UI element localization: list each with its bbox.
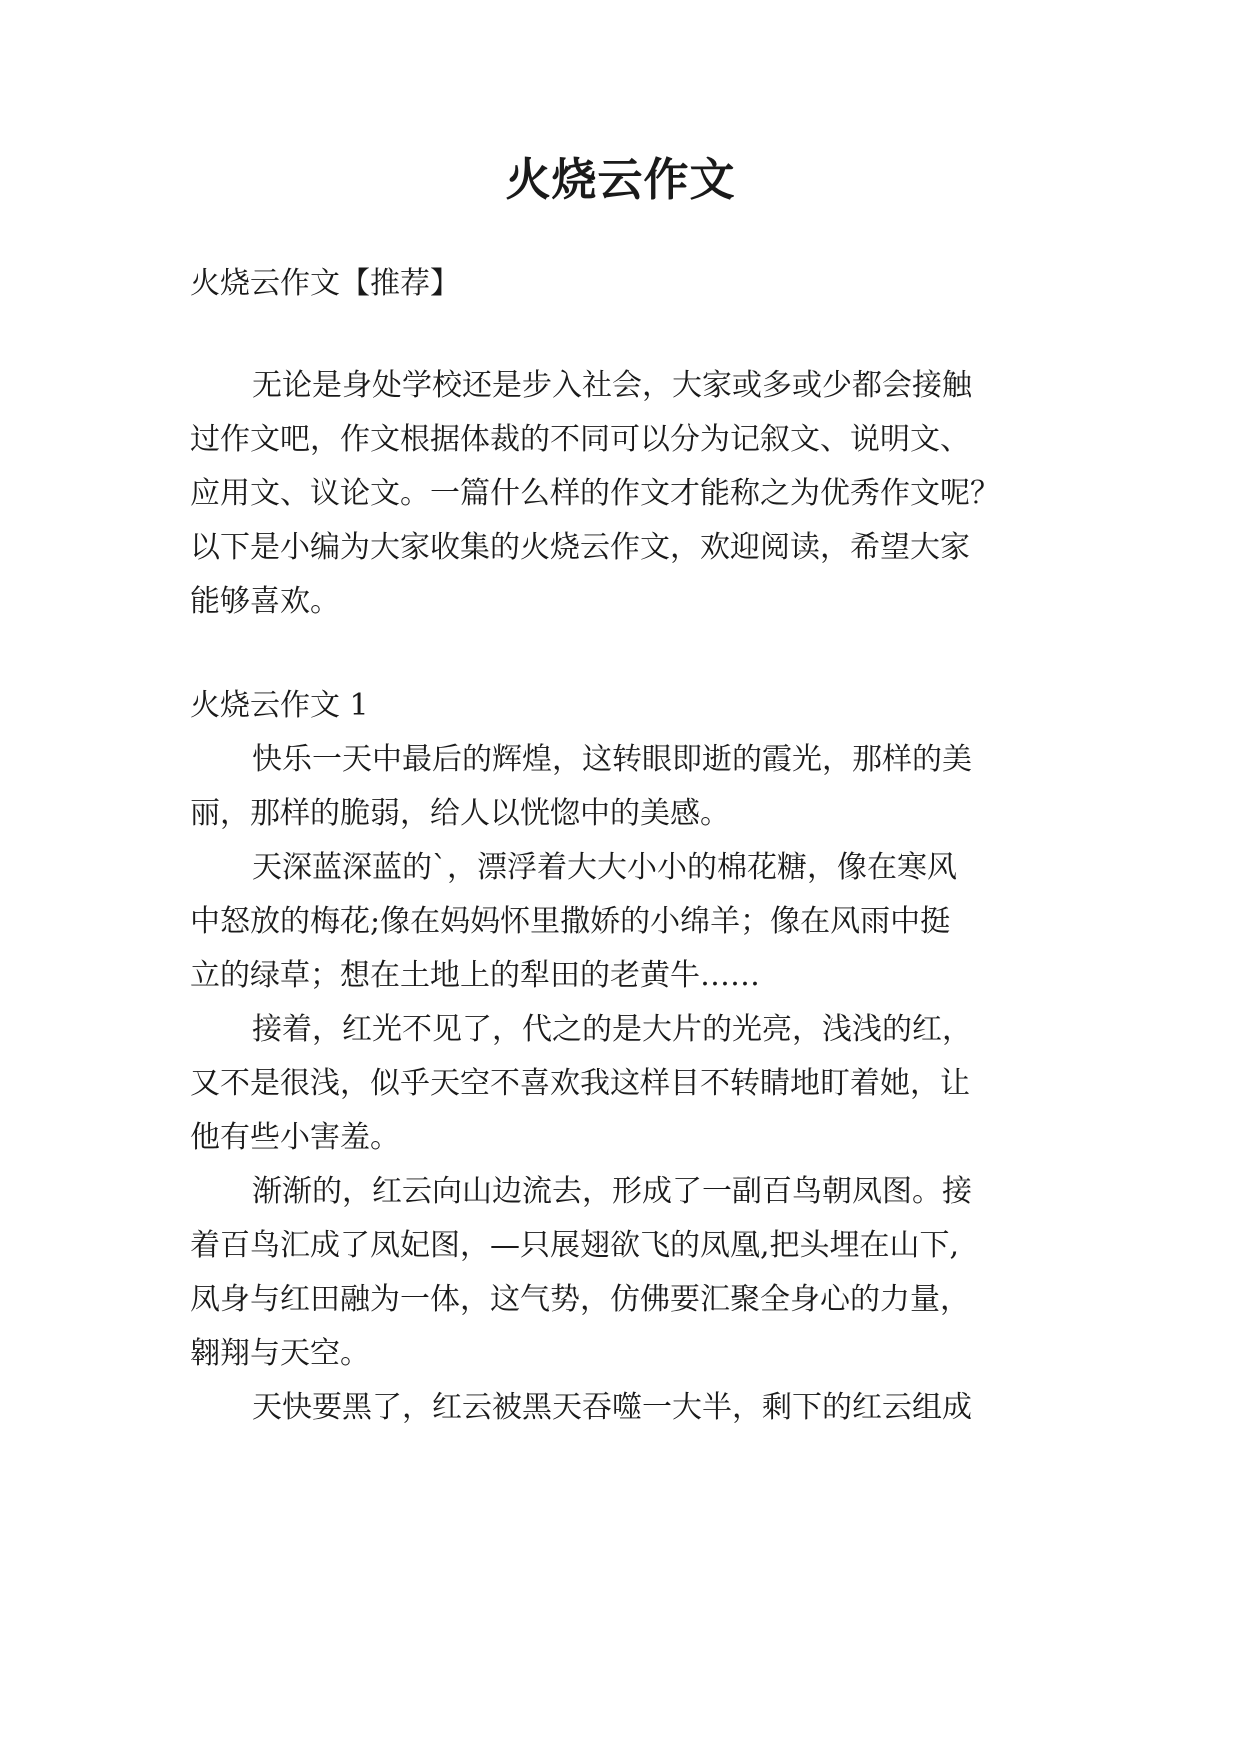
body-line: 立的绿草；想在土地上的犁田的老黄牛…… [190,958,760,993]
intro-line: 以下是小编为大家收集的火烧云作文，欢迎阅读，希望大家 [190,530,970,565]
body-line: 着百鸟汇成了凤妃图，—只展翅欲飞的凤凰,把头埋在山下, [190,1228,960,1263]
body-line: 丽，那样的脆弱，给人以恍惚中的美感。 [190,796,730,831]
body-line: 天快要黑了，红云被黑天吞噬一大半，剩下的红云组成 [252,1390,972,1425]
body-line: 天深蓝深蓝的`，漂浮着大大小小的棉花糖，像在寒风 [252,850,957,885]
body-line: 快乐一天中最后的辉煌，这转眼即逝的霞光，那样的美 [252,742,972,777]
body-line: 他有些小害羞。 [190,1120,400,1155]
intro-line: 过作文吧，作文根据体裁的不同可以分为记叙文、说明文、 [190,422,970,457]
body-line: 翱翔与天空。 [190,1336,370,1371]
body-line: 又不是很浅，似乎天空不喜欢我这样目不转睛地盯着她，让 [190,1066,970,1101]
body-line: 凤身与红田融为一体，这气势，仿佛要汇聚全身心的力量， [190,1282,970,1317]
intro-line: 无论是身处学校还是步入社会，大家或多或少都会接触 [252,368,972,403]
intro-line: 应用文、议论文。一篇什么样的作文才能称之为优秀作文呢？ [190,476,1000,511]
intro-line: 能够喜欢。 [190,584,340,619]
page-title: 火烧云作文 [505,153,736,206]
body-line: 接着，红光不见了，代之的是大片的光亮，浅浅的红， [252,1012,972,1047]
body-line: 渐渐的，红云向山边流去，形成了一副百鸟朝凤图。接 [252,1174,972,1209]
document-subtitle: 火烧云作文【推荐】 [190,266,460,301]
section-heading: 火烧云作文 1 [190,688,369,723]
body-line: 中怒放的梅花;像在妈妈怀里撒娇的小绵羊；像在风雨中挺 [190,904,951,939]
